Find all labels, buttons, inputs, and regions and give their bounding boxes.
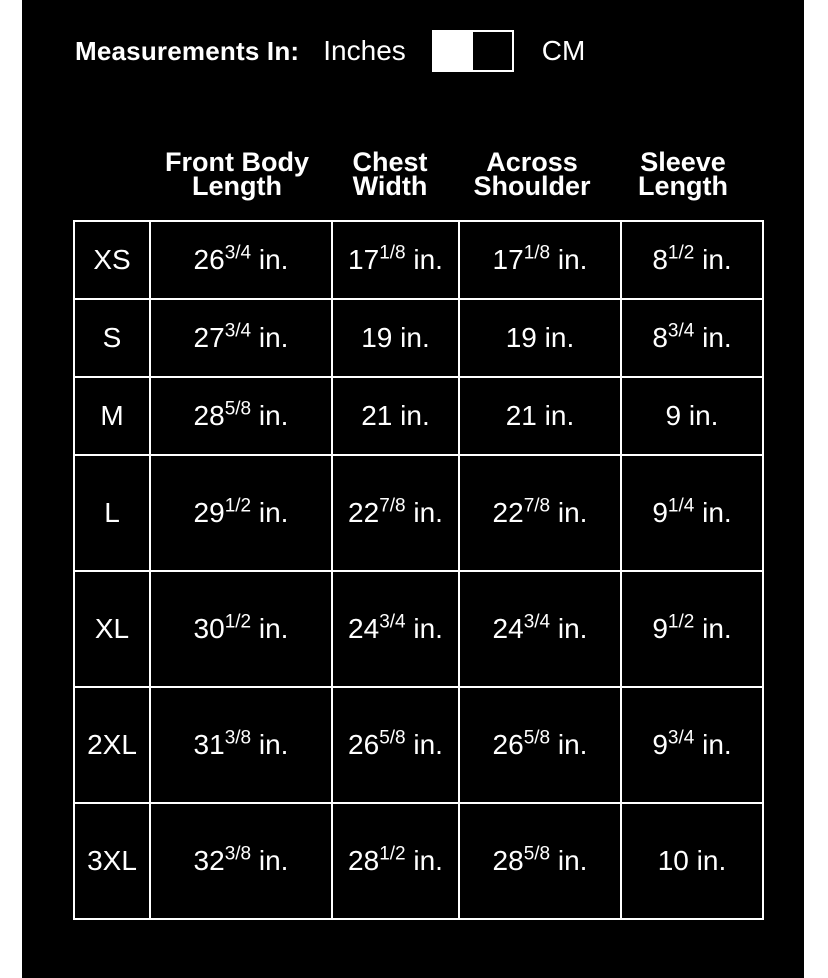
measurement-whole: 24 [348,613,380,644]
measurement-cell [332,221,459,299]
measurement-fraction: 3/8 [224,843,252,865]
measurement-whole: 21 [505,400,537,431]
measurement-cell [332,687,459,803]
measurement-unit: in. [258,497,289,528]
measurement-unit: in. [400,322,430,353]
header-line: Sleeve [640,147,726,177]
units-toggle[interactable] [432,30,514,72]
measurement-whole: 30 [193,613,225,644]
measurement-cell [150,687,332,803]
measurement-cell [459,455,621,571]
measurement-unit: in. [702,244,732,275]
measurement-whole: 9 [652,729,668,760]
measurement-fraction: 3/4 [667,320,695,342]
size-label: 3XL [74,803,150,919]
measurement-cell [332,571,459,687]
measurement-whole: 24 [492,613,524,644]
measurement-fraction: 3/4 [224,320,252,342]
measurement-unit: in. [688,400,719,431]
measurement-whole: 29 [193,497,225,528]
measurement-units-row [75,28,585,74]
size-label: L [74,455,150,571]
measurement-unit: in. [702,613,732,644]
measurement-fraction: 1/8 [523,242,551,264]
measurement-unit: in. [702,322,732,353]
measurement-fraction: 7/8 [379,495,406,517]
measurement-fraction: 7/8 [523,495,551,517]
measurement-cell [621,455,763,571]
measurement-whole: 28 [492,845,524,876]
measurement-cell [459,571,621,687]
measurement-unit: in. [413,497,443,528]
header-line: Shoulder [473,171,591,201]
measurement-cell [332,299,459,377]
measurement-whole: 8 [652,244,668,275]
measurement-cell [150,571,332,687]
size-chart-panel [22,0,804,978]
measurement-unit: in. [557,845,588,876]
measurement-unit: in. [544,322,575,353]
measurement-fraction: 5/8 [523,843,551,865]
measurement-unit: in. [258,400,289,431]
table-row [74,221,763,299]
measurement-unit: in. [557,613,588,644]
measurement-whole: 22 [492,497,524,528]
measurement-cell [621,299,763,377]
table-row [74,377,763,455]
table-row [74,299,763,377]
size-label: S [74,299,150,377]
measurement-cell [459,299,621,377]
measurement-whole: 32 [193,845,225,876]
measurement-unit: in. [413,845,443,876]
measurement-unit: in. [258,613,289,644]
measurement-unit: in. [557,244,588,275]
measurement-fraction: 1/4 [667,495,695,517]
header-chest-width [352,147,428,201]
measurement-whole: 10 [657,845,689,876]
measurement-cell [459,377,621,455]
table-row [74,803,763,919]
table-row [74,455,763,571]
table-row [74,571,763,687]
measurement-whole: 9 [665,400,682,431]
measurement-whole: 26 [492,729,524,760]
measurement-whole: 17 [492,244,524,275]
measurement-fraction: 5/8 [523,727,551,749]
header-sleeve-length [638,147,728,201]
measurement-whole: 28 [348,845,380,876]
measurement-unit: in. [400,400,430,431]
toggle-track [473,32,512,70]
measurement-whole: 27 [193,322,225,353]
measurement-fraction: 3/4 [667,727,695,749]
column-headers [22,147,804,210]
header-line: Across [486,147,578,177]
size-label: 2XL [74,687,150,803]
measurement-unit: in. [258,244,289,275]
measurement-unit: in. [702,497,732,528]
measurement-cell [621,377,763,455]
measurement-fraction: 1/8 [379,242,406,264]
unit-option-inches[interactable]: Inches [323,35,406,66]
measurement-cell [459,687,621,803]
size-label: M [74,377,150,455]
measurement-fraction: 5/8 [379,727,406,749]
measurement-unit: in. [557,729,588,760]
header-line: Chest [352,147,428,177]
measurement-cell [621,221,763,299]
units-label: Measurements In: [75,35,300,66]
measurement-fraction: 1/2 [379,843,406,865]
measurement-unit: in. [258,322,289,353]
measurement-unit: in. [702,729,732,760]
measurement-cell [150,377,332,455]
measurement-cell [459,803,621,919]
measurement-fraction: 3/4 [224,242,252,264]
measurement-whole: 8 [652,322,668,353]
size-table [73,220,764,920]
measurement-whole: 31 [193,729,225,760]
header-line: Length [192,171,282,201]
measurement-whole: 26 [348,729,380,760]
measurement-fraction: 1/2 [224,611,252,633]
measurement-cell [332,803,459,919]
table-row [74,687,763,803]
header-across-shoulder [473,147,591,201]
measurement-whole: 19 [505,322,537,353]
header-line: Front Body [165,147,309,177]
measurement-whole: 22 [348,497,380,528]
measurement-whole: 9 [652,497,668,528]
unit-option-cm[interactable]: CM [541,35,586,66]
measurement-fraction: 3/8 [224,727,252,749]
measurement-cell [459,221,621,299]
header-line: Width [352,171,428,201]
measurement-fraction: 1/2 [224,495,252,517]
header-line: Length [638,171,728,201]
measurement-cell [332,455,459,571]
measurement-cell [621,803,763,919]
header-front-body-length [165,147,309,201]
measurement-fraction: 1/2 [667,242,695,264]
size-label: XS [74,221,150,299]
toggle-knob [434,32,473,70]
measurement-unit: in. [258,845,289,876]
measurement-unit: in. [557,497,588,528]
measurement-whole: 19 [361,322,393,353]
measurement-fraction: 1/2 [667,611,695,633]
measurement-cell [621,687,763,803]
measurement-unit: in. [544,400,575,431]
measurement-cell [150,299,332,377]
measurement-cell [150,221,332,299]
measurement-whole: 9 [652,613,668,644]
measurement-cell [621,571,763,687]
measurement-cell [332,377,459,455]
size-table-body [74,221,763,919]
size-label: XL [74,571,150,687]
measurement-whole: 26 [193,244,225,275]
measurement-cell [150,455,332,571]
measurement-unit: in. [258,729,289,760]
measurement-unit: in. [413,244,443,275]
measurement-unit: in. [413,729,443,760]
measurement-fraction: 5/8 [224,398,252,420]
measurement-cell [150,803,332,919]
measurement-unit: in. [696,845,727,876]
measurement-whole: 28 [193,400,225,431]
measurement-fraction: 3/4 [379,611,406,633]
measurement-fraction: 3/4 [523,611,551,633]
measurement-whole: 17 [348,244,380,275]
measurement-unit: in. [413,613,443,644]
measurement-whole: 21 [361,400,393,431]
